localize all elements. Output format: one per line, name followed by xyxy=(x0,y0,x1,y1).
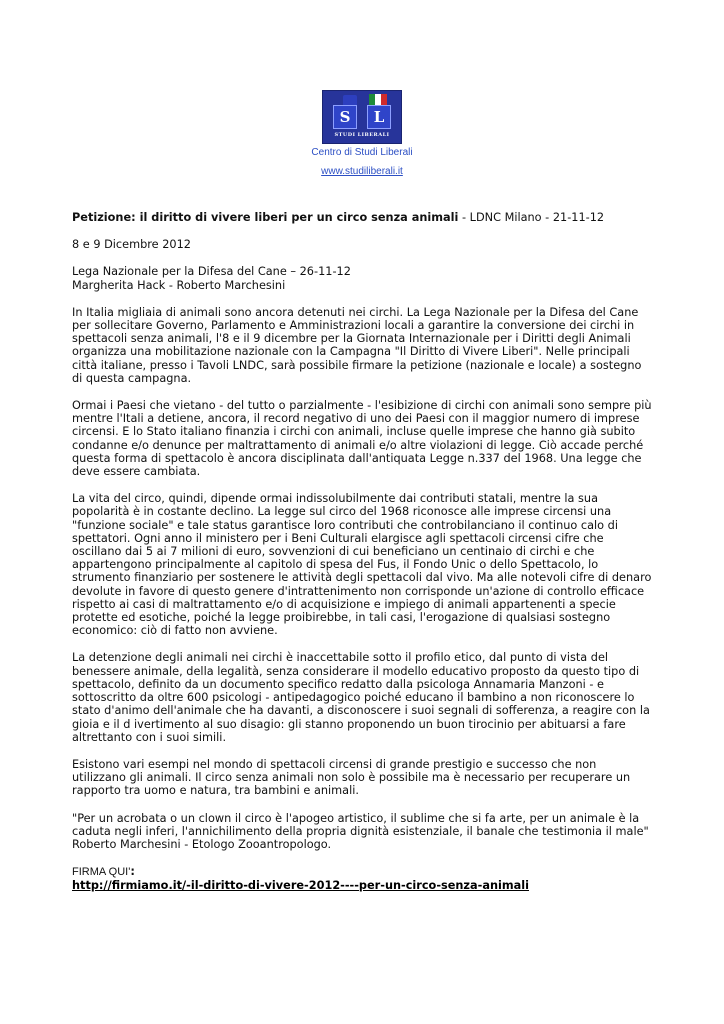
authors-line: Margherita Hack - Roberto Marchesini xyxy=(72,278,286,292)
logo-letter-s: S xyxy=(333,105,357,129)
sign-here-text: FIRMA QUI' xyxy=(72,866,131,879)
document-header xyxy=(0,90,724,178)
logo-letter-l: L xyxy=(367,105,391,129)
article-title xyxy=(72,211,652,224)
sign-here-colon: : xyxy=(130,865,135,879)
paragraph-countries: Ormai i Paesi che vietano - del tutto o parzialmente - l'esibizione di circhi con animali sono sempre più mentre l'Itali a detiene, ancora, il record negativo di uno dei Paesi con il maggior numero di imprese circensi. E lo Stato italiano finanzia i circhi con animali, incluse quelle imprese che hanno già subito condanne e/o denunce per maltrattamento di animali e/o altre violazioni di legge. Ciò accade perché questa forma di spettacolo è ancora disciplinata dall'antiquata Legge n.337 del 1968. Una legge che deve essere cambiata. xyxy=(72,399,652,479)
logo-letters xyxy=(333,105,391,127)
sign-here-label xyxy=(72,865,652,879)
paragraph-funding: La vita del circo, quindi, dipende ormai indissolubilmente dai contributi statali, mentre la sua popolarità è in costante declino. La legge sul circo del 1968 riconosce alle imprese circensi una "funzione sociale" e tale status garantisce loro contributi che controbilanciano il continuo calo di spettatori. Ogni anno il ministero per i Beni Culturali elargisce agli spettacoli circensi cifre che oscillano dai 5 ai 7 milioni di euro, sovvenzioni di cui beneficiano un centinaio di circhi e che appartengono principalmente al capitolo di spesa del Fus, il Fondo Unic o dello Spettacolo, lo strumento finanziario per sostenere le attività degli spettacoli dal vivo. Ma alle notevoli cifre di denaro devolute in favore di questo genere d'intrattenimento non corrisponde un'azione di controllo efficace rispetto ai casi di maltrattamento e/o di acquisizione e impiego di animali appartenenti a specie protette ed esotiche, poiché la legge proibirebbe, in tali casi, l'erogazione di qualsiasi sostegno economico: ciò di fatto non avviene. xyxy=(72,492,652,638)
paragraph-intro: In Italia migliaia di animali sono ancora detenuti nei circhi. La Lega Nazionale per la Difesa del Cane per sollecitare Governo, Parlamento e Amministrazioni locali a garantire la conversione dei circhi in spettacoli senza animali, l'8 e il 9 dicembre per la Giornata Internazionale per i Diritti degli Animali organizza una mobilitazione nazionale con la Campagna "Il Diritto di Vivere Liberi". Nelle principali città italiane, presso i Tavoli LNDC, sarà possibile firmare la petizione (nazionale e locale) a sostegno di questa campagna. xyxy=(72,305,642,385)
paragraph-ethics: La detenzione degli animali nei circhi è inaccettabile sotto il profilo etico, dal punto di vista del benessere animale, della legalità, senza considerare il modello educativo proposto da questo tipo di spettacolo, definito da un documento specifico redatto dalla psicologa Annamaria Manzoni - e sottoscritto da oltre 600 psicologi - antipedagogico poiché educano il bambino a non riconoscere lo stato d'animo dell'animale che ha davanti, a disconoscere i suoi segnali di sofferenza, a reagire con la gioia e il d ivertimento al suo disagio: gli stanno proponendo un buon tirocinio per abituarsi a fare altrettanto con i suoi simili. xyxy=(72,651,650,744)
article-title-bold: Petizione: il diritto di vivere liberi per un circo senza animali xyxy=(72,211,459,224)
article-body xyxy=(72,211,652,893)
paragraph-quote: "Per un acrobata o un clown il circo è l'apogeo artistico, il sublime che si fa arte, per un animale è la caduta negli inferi, l'annichilimento della propria dignità esistenziale, il banale che testimonia il male" Roberto Marchesini - Etologo Zooantropologo. xyxy=(72,811,649,851)
event-date: 8 e 9 Dicembre 2012 xyxy=(72,238,191,252)
article-title-source: - LDNC Milano - 21-11-12 xyxy=(458,211,605,224)
organization-name: Centro di Studi Liberali xyxy=(311,147,413,158)
studi-liberali-logo xyxy=(322,90,402,144)
paragraph-examples: Esistono vari esempi nel mondo di spettacoli circensi di grande prestigio e successo che non utilizzano gli animali. Il circo senza animali non solo è possibile ma è necessario per recuperare un rapporto tra uomo e natura, tra bambini e animali. xyxy=(72,757,631,798)
logo-caption: STUDI LIBERALI xyxy=(334,132,390,138)
organization-website-link[interactable]: www.studiliberali.it xyxy=(321,166,403,177)
petition-link[interactable]: http://firmiamo.it/-il-diritto-di-vivere-2012----per-un-circo-senza-animali xyxy=(72,879,529,893)
source-line: Lega Nazionale per la Difesa del Cane – 26-11-12 xyxy=(72,265,351,279)
